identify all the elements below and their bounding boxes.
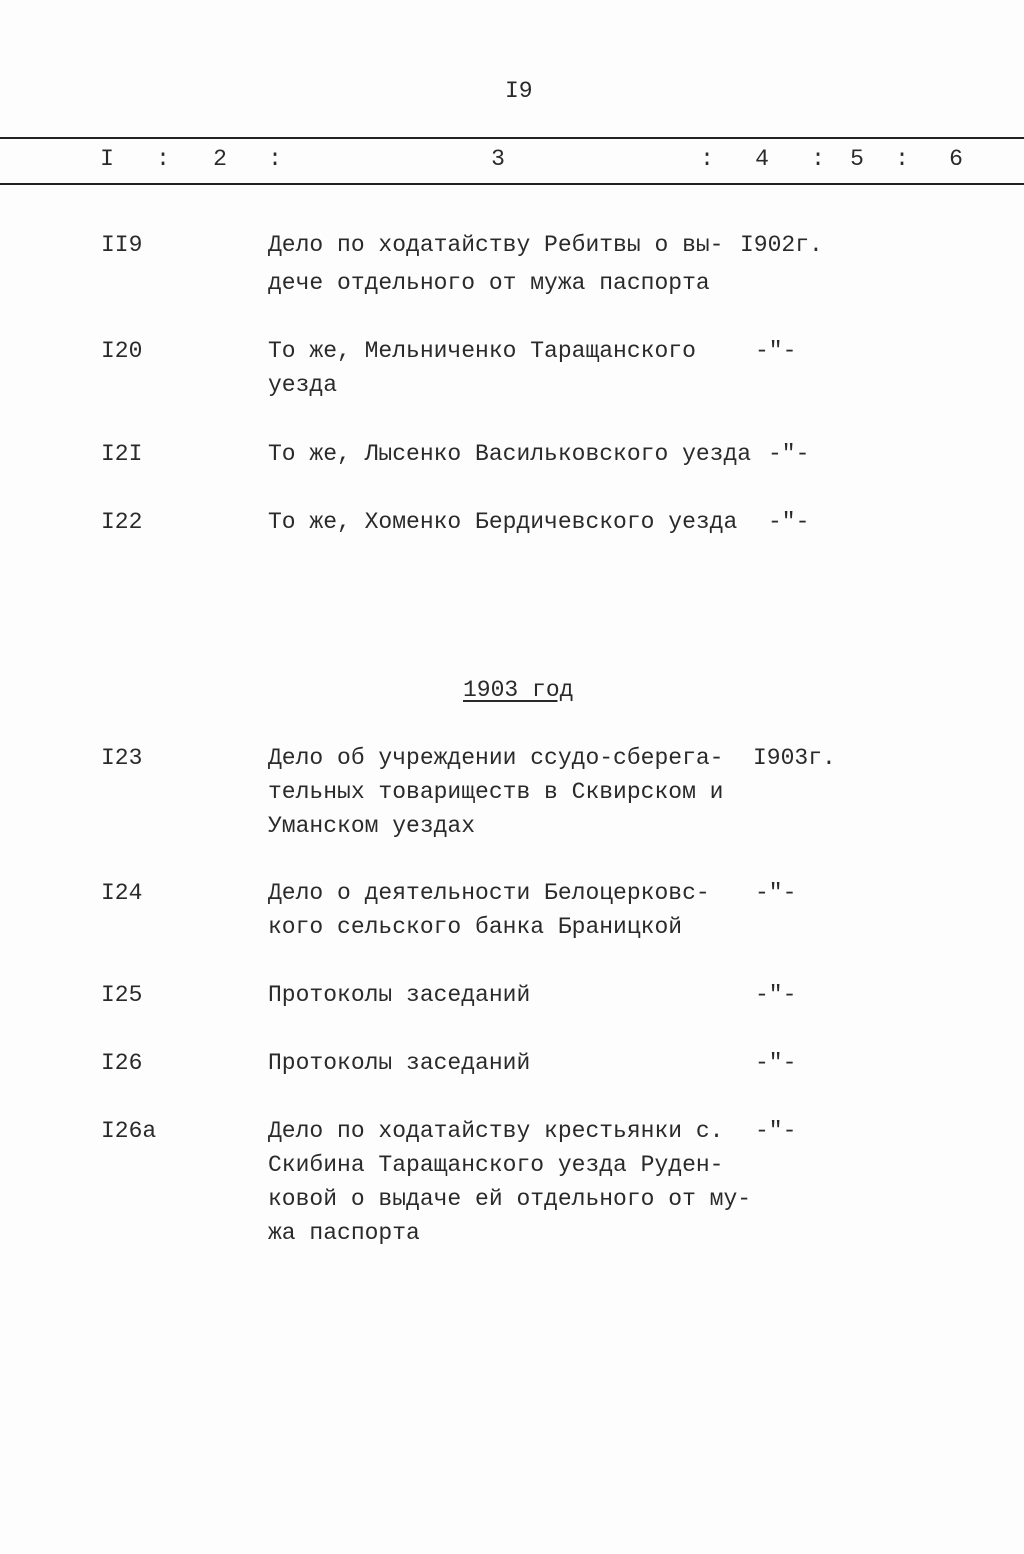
entry-date: -"- [755,880,797,906]
column-header: 6 [949,146,963,172]
column-header: 4 [755,146,769,172]
header-top-rule [0,137,1024,139]
entry-date: -"- [755,1118,797,1144]
entry-line: Протоколы заседаний [268,982,531,1008]
entry-line: Скибина Таращанского уезда Руден- [268,1152,724,1178]
page-number: I9 [505,78,533,104]
column-separator: : [895,146,909,172]
entry-date: I903г. [753,745,836,771]
column-header: 2 [213,146,227,172]
column-separator: : [811,146,825,172]
column-separator: : [156,146,170,172]
entry-line: Дело об учреждении ссудо-сберега- [268,745,724,771]
column-header: 3 [491,146,505,172]
entry-number: I20 [101,338,143,364]
entry-line: То же, Лысенко Васильковского уезда [268,441,752,467]
entry-line: ковой о выдаче ей отдельного от му- [268,1186,752,1212]
entry-date: -"- [755,338,797,364]
entry-number: I24 [101,880,143,906]
entry-date: -"- [755,1050,797,1076]
entry-date: -"- [768,441,810,467]
entry-number: II9 [101,232,143,258]
entry-line: Дело по ходатайству Ребитвы о вы- [268,232,724,258]
entry-number: I26а [101,1118,157,1144]
entry-date: I902г. [740,232,823,258]
entry-number: I25 [101,982,143,1008]
entry-line: Дело по ходатайству крестьянки с. [268,1118,724,1144]
column-separator: : [700,146,714,172]
entry-number: I23 [101,745,143,771]
column-header: 5 [850,146,864,172]
entry-number: I2I [101,441,143,467]
entry-line: тельных товариществ в Сквирском и [268,779,724,805]
entry-line: Дело о деятельности Белоцерковс- [268,880,710,906]
entry-date: -"- [755,982,797,1008]
entry-line: дече отдельного от мужа паспорта [268,270,710,296]
section-heading-1903: 1903 год [463,677,574,703]
entry-date: -"- [768,509,810,535]
entry-number: I22 [101,509,143,535]
entry-line: То же, Хоменко Бердичевского уезда [268,509,738,535]
entry-line: жа паспорта [268,1220,420,1246]
entry-line: Протоколы заседаний [268,1050,531,1076]
entry-number: I26 [101,1050,143,1076]
header-bottom-rule [0,183,1024,185]
entry-line: Уманском уездах [268,813,476,839]
column-header: I [100,146,114,172]
column-separator: : [268,146,282,172]
entry-line: кого сельского банка Браницкой [268,914,683,940]
entry-line: То же, Мельниченко Таращанского [268,338,696,364]
entry-line: уезда [268,372,338,398]
